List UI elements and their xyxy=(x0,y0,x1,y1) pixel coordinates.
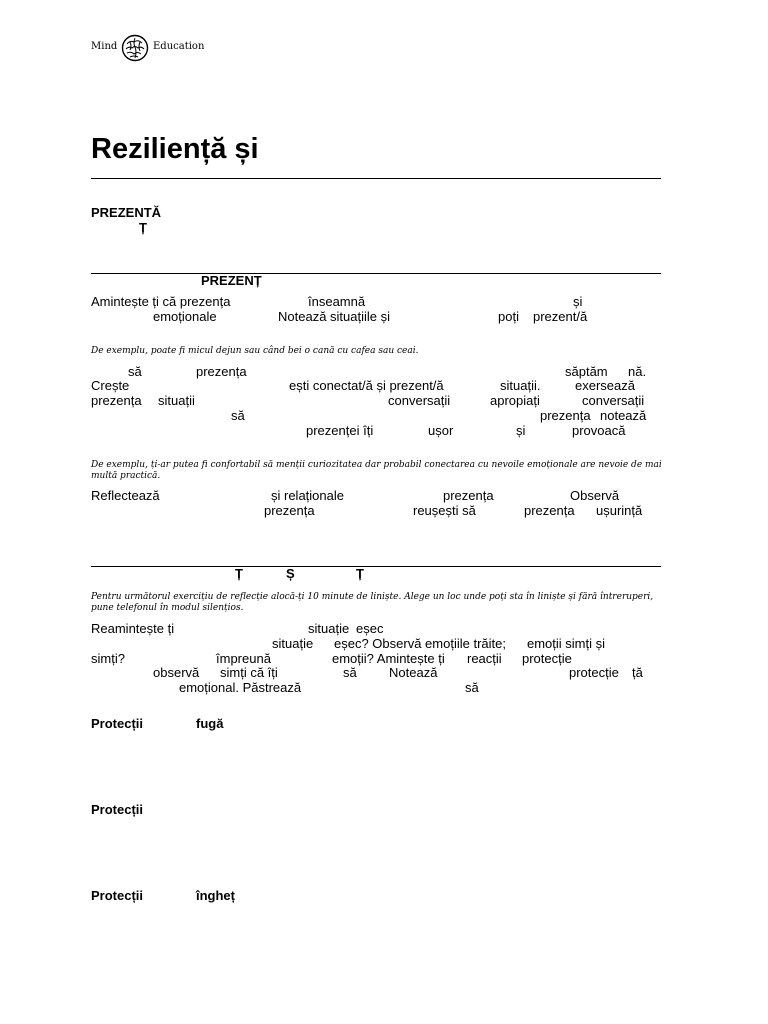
s2p2-l4-b: prezența xyxy=(540,408,591,423)
s2p3-l1-b: și relaționale xyxy=(271,488,344,503)
section3-intro-line2: pune telefonul în modul silențios. xyxy=(91,603,244,613)
s2p1-l2-c: poți xyxy=(498,309,519,324)
protection3-label: Protecții xyxy=(91,888,144,903)
s3p-l5-b: să xyxy=(465,680,479,695)
s2p3-l1-a: Reflectează xyxy=(91,488,160,503)
s3p-l4-e: protecție xyxy=(569,665,619,680)
s3p-l3-d: reacții xyxy=(467,651,502,666)
s2p2-l1-d: nă. xyxy=(628,364,647,379)
s2p2-l1-a: să xyxy=(128,364,142,379)
s2p2-l5-b: ușor xyxy=(428,423,454,438)
page-title: Reziliență și xyxy=(91,133,259,165)
s3p-l4-d: Notează xyxy=(389,665,438,680)
s2p1-l1-c: și xyxy=(573,294,583,309)
s3p-l1-b: situație xyxy=(308,621,350,636)
s2p1-l1-a: Amintește ți că prezența xyxy=(91,294,231,309)
s3p-l5-a: emoțional. Păstrează xyxy=(179,680,302,695)
s2p1-l2-d: prezent/ă xyxy=(533,309,588,324)
section3-heading-a: Ț xyxy=(235,566,243,581)
s3p-l3-b: împreună xyxy=(216,651,271,666)
s2p3-l2-c: prezența xyxy=(524,503,575,518)
s3p-l3-c: emoții? Amintește ți xyxy=(332,651,445,666)
section1-heading-line2: Ț xyxy=(139,220,147,235)
example2-line1: De exemplu, ți-ar putea fi confortabil să menții curiozitatea dar probabil conectarea cu nevoile emoționale are nevoie de mai xyxy=(91,460,662,470)
s2p2-l2-c: situații. xyxy=(500,378,541,393)
s2p1-l1-b: înseamnă xyxy=(308,294,366,309)
s2p2-l2-a: Crește xyxy=(91,378,130,393)
s2p2-l1-c: săptăm xyxy=(565,364,608,379)
s2p3-l2-b: reușești să xyxy=(413,503,476,518)
section3-heading-c: Ț xyxy=(356,566,364,581)
s3p-l2-b: eșec? Observă emoțiile trăite; xyxy=(334,636,506,651)
s2p2-l3-b: situații xyxy=(158,393,195,408)
s3p-l4-c: să xyxy=(343,665,357,680)
s2p2-l2-d: exersează xyxy=(575,378,635,393)
title-divider xyxy=(91,178,661,179)
s2p2-l3-a: prezența xyxy=(91,393,142,408)
logo-text-right: Education xyxy=(153,41,205,52)
s2p2-l2-b: ești conectat/ă și prezent/ă xyxy=(289,378,444,393)
section1-heading: PREZENTĂ xyxy=(91,205,162,220)
s3p-l3-a: simți? xyxy=(91,651,125,666)
s2p2-l3-e: conversații xyxy=(582,393,645,408)
s2p2-l3-d: apropiați xyxy=(490,393,540,408)
section2-heading: PREZENȚ xyxy=(201,273,262,288)
s2p3-l1-c: prezența xyxy=(443,488,494,503)
protection2-label: Protecții xyxy=(91,802,144,817)
example2-line2: multă practică. xyxy=(91,471,161,481)
brain-logo-icon xyxy=(121,34,149,62)
s2p2-l4-a: să xyxy=(231,408,245,423)
section2-divider xyxy=(91,273,661,274)
s2p1-l2-b: Notează situațiile și xyxy=(278,309,390,324)
protection1-label: Protecții xyxy=(91,716,144,731)
example1: De exemplu, poate fi micul dejun sau când bei o cană cu cafea sau ceai. xyxy=(91,346,419,356)
s2p2-l5-d: provoacă xyxy=(572,423,626,438)
s2p2-l5-a: prezenței îți xyxy=(306,423,374,438)
s2p2-l1-b: prezența xyxy=(196,364,247,379)
s3p-l4-f: ță xyxy=(632,665,643,680)
logo-text-left: Mind xyxy=(91,41,118,52)
section3-heading-b: Ș xyxy=(286,566,295,581)
section3-divider xyxy=(91,566,661,567)
s3p-l1-c: eșec xyxy=(356,621,384,636)
s2p3-l2-d: ușurință xyxy=(596,503,643,518)
s3p-l4-a: observă xyxy=(153,665,200,680)
s2p2-l4-c: notează xyxy=(600,408,647,423)
section3-intro-line1: Pentru următorul exercițiu de reflecție alocă-ți 10 minute de liniște. Alege un loc unde poți sta în liniște și fără întreruperi, xyxy=(91,592,654,602)
s2p2-l5-c: și xyxy=(516,423,526,438)
protection1-type: fugă xyxy=(196,716,224,731)
s3p-l4-b: simți că îți xyxy=(220,665,278,680)
s2p3-l1-d: Observă xyxy=(570,488,620,503)
s3p-l2-c: emoții simți și xyxy=(527,636,606,651)
protection3-type: îngheț xyxy=(196,888,235,903)
s3p-l2-a: situație xyxy=(272,636,314,651)
s2p3-l2-a: prezența xyxy=(264,503,315,518)
s2p1-l2-a: emoționale xyxy=(153,309,217,324)
s2p2-l3-c: conversații xyxy=(388,393,451,408)
s3p-l3-e: protecție xyxy=(522,651,572,666)
s3p-l1-a: Reamintește ți xyxy=(91,621,175,636)
